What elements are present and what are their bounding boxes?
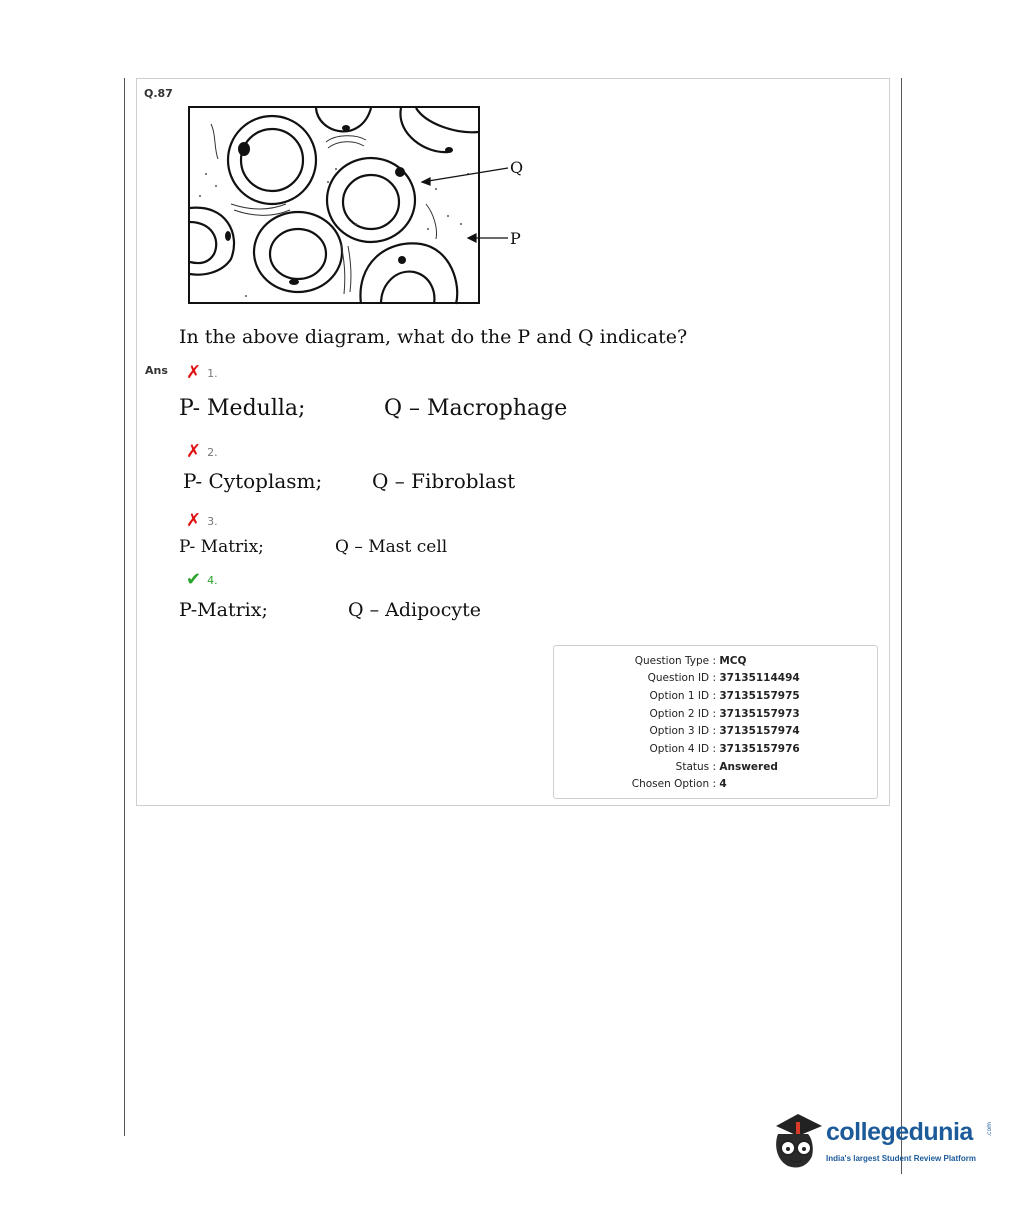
info-value: Answered <box>719 761 778 773</box>
x-mark-icon: ✗ <box>186 441 202 462</box>
info-value: 37135157973 <box>719 708 800 720</box>
option-2-marker <box>186 443 218 461</box>
x-mark-icon: ✗ <box>186 362 202 383</box>
diagram-label-q: Q <box>510 158 524 177</box>
option-number: 1. <box>207 366 218 380</box>
adipose-tissue-diagram <box>186 104 542 308</box>
check-mark-icon: ✔ <box>186 569 202 590</box>
option-2-p-text: P- Cytoplasm; <box>183 469 323 493</box>
option-3-marker <box>186 512 218 530</box>
info-value: 37135157976 <box>719 743 800 755</box>
option-1-marker <box>186 364 218 382</box>
info-value: 4 <box>719 778 727 790</box>
info-value: 37135157975 <box>719 690 800 702</box>
option-3-q-text: Q – Mast cell <box>335 537 448 557</box>
left-page-line <box>124 78 125 1136</box>
question-number: Q.87 <box>144 87 173 100</box>
option-1-q-text: Q – Macrophage <box>384 396 568 421</box>
option-number: 3. <box>207 514 218 528</box>
info-row-status <box>554 761 778 773</box>
answer-label: Ans <box>145 364 168 377</box>
info-value: MCQ <box>719 655 747 667</box>
logo-tagline: India's largest Student Review Platform <box>826 1154 976 1163</box>
logo-wordmark: collegedunia <box>826 1118 973 1146</box>
option-3-p-text: P- Matrix; <box>179 537 264 557</box>
diagram-label-p: P <box>510 229 521 248</box>
info-row-question-id <box>554 672 800 684</box>
mascot-icon <box>768 1104 828 1176</box>
info-row-option-4-id <box>554 743 800 755</box>
info-key: Option 1 ID : <box>649 690 716 702</box>
option-4-marker <box>186 571 218 589</box>
info-key: Option 4 ID : <box>649 743 716 755</box>
info-row-option-1-id <box>554 690 800 702</box>
option-2-q-text: Q – Fibroblast <box>372 469 516 493</box>
info-key: Option 3 ID : <box>649 725 716 737</box>
option-number: 4. <box>207 573 218 587</box>
info-value: 37135157974 <box>719 725 800 737</box>
question-text: In the above diagram, what do the P and Q indicate? <box>179 326 688 348</box>
collegedunia-logo <box>768 1104 998 1176</box>
logo-suffix: .com <box>986 1122 993 1137</box>
option-1-p-text: P- Medulla; <box>179 396 306 421</box>
option-4-q-text: Q – Adipocyte <box>348 599 481 621</box>
info-key: Question ID : <box>647 672 716 684</box>
x-mark-icon: ✗ <box>186 510 202 531</box>
right-page-line <box>901 78 902 1174</box>
option-4-p-text: P-Matrix; <box>179 599 268 621</box>
info-row-option-2-id <box>554 708 800 720</box>
info-key: Question Type : <box>634 655 716 667</box>
info-row-chosen-option <box>554 778 727 790</box>
question-info-box <box>553 645 878 799</box>
info-key: Option 2 ID : <box>649 708 716 720</box>
info-key: Chosen Option : <box>631 778 716 790</box>
info-row-question-type <box>554 655 746 667</box>
info-row-option-3-id <box>554 725 800 737</box>
info-key: Status : <box>675 761 716 773</box>
option-number: 2. <box>207 445 218 459</box>
info-value: 37135114494 <box>719 672 800 684</box>
